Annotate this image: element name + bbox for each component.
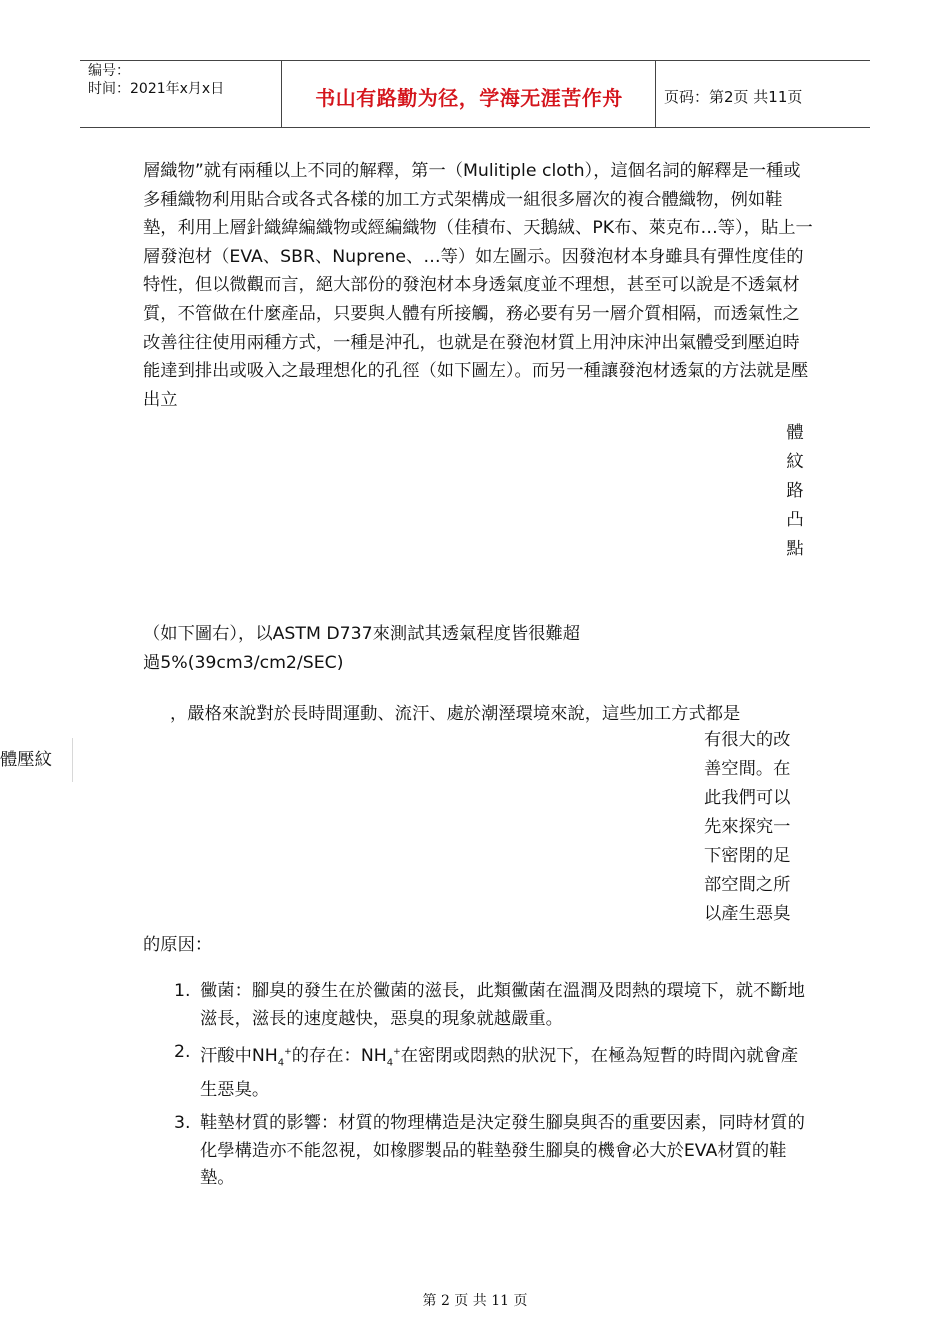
list-text: 鞋墊材質的影響：材質的物理構造是決定發生腳臭與否的重要因素，同時材質的化學構造亦不能忽視，如橡膠製品的鞋墊發生腳臭的機會必大於EVA材質的鞋墊。 (200, 1113, 805, 1189)
header-meta (88, 62, 224, 98)
vertical-char-5: 點 (786, 539, 804, 559)
list-number: 2. (174, 1042, 191, 1062)
vertical-char-1: 體 (786, 423, 804, 443)
header-page-info: 页码：第2页 共11页 (664, 88, 803, 106)
document-date-label: 时间：2021年x月x日 (88, 81, 225, 97)
list-number: 1. (174, 981, 191, 1001)
vertical-char-3: 路 (786, 481, 804, 501)
narrow-text-column: 有很大的改 善空間。在 此我們可以 先來探究一 下密閉的足 部空間之所 以產生惡臭 (704, 730, 791, 924)
side-image-label: 體壓紋 (0, 738, 73, 782)
header-top-rule (80, 60, 870, 61)
body-line-b: 過5%(39cm3/cm2/SEC) (143, 653, 344, 673)
vertical-char-4: 凸 (786, 510, 804, 530)
document-number-label: 编号： (88, 63, 130, 79)
cause-list (170, 978, 810, 1199)
header-motto: 书山有路勤为径，学海无涯苦作舟 (315, 86, 623, 110)
body-line-c: ，嚴格來說對於長時間運動、流汗、處於潮溼環境來說，這些加工方式都是 (170, 704, 741, 724)
list-number: 3. (174, 1113, 191, 1134)
header-bottom-rule (80, 127, 870, 128)
list-item (170, 1039, 810, 1104)
vertical-char-2: 紋 (786, 452, 804, 472)
body-line-d: 的原因： (143, 935, 213, 955)
body-line-a: （如下圖右），以ASTM D737來測試其透氣程度皆很難超 (143, 624, 581, 644)
body-paragraph-1: 層織物”就有兩種以上不同的解釋，第一（Mulitiple cloth），這個名詞的解釋是一種或多種織物利用貼合或各式各樣的加工方式架構成一組很多層次的複合體織物，例如鞋墊，利用上層針織緯編織物或經編織物（佳積布、天鵝絨、PK布、萊克布…等），貼上一層發泡材（EVA、SBR、Nuprene、…等）如左圖示。因發泡材本身雖具有彈性度佳的特性，但以微觀而言，絕大部份的發泡材本身透氣度並不理想，甚至可以說是不透氣材質，不管做在什麼產品，只要與人體有所接觸，務必要有另一層介質相隔，而透氣性之改善往往使用兩種方式，一種是沖孔，也就是在發泡材質上用沖床沖出氣體受到壓迫時能達到排出或吸入之最理想化的孔徑（如下圖左）。而另一種讓發泡材透氣的方法就是壓出立 (143, 161, 813, 410)
list-text: 汗酸中$NH_4^+$的存在：$NH_4^+$在密閉或悶熱的狀況下，在極為短暫的時間內就會產生惡臭。 (200, 1045, 799, 1100)
page-footer: 第 2 页 共 11 页 (422, 1293, 528, 1309)
list-item (170, 1110, 810, 1193)
list-text: 黴菌：腳臭的發生在於黴菌的滋長，此類黴菌在溫潤及悶熱的環境下，就不斷地滋長，滋長的速度越快，惡臭的現象就越嚴重。 (200, 981, 805, 1029)
list-item (170, 978, 810, 1033)
